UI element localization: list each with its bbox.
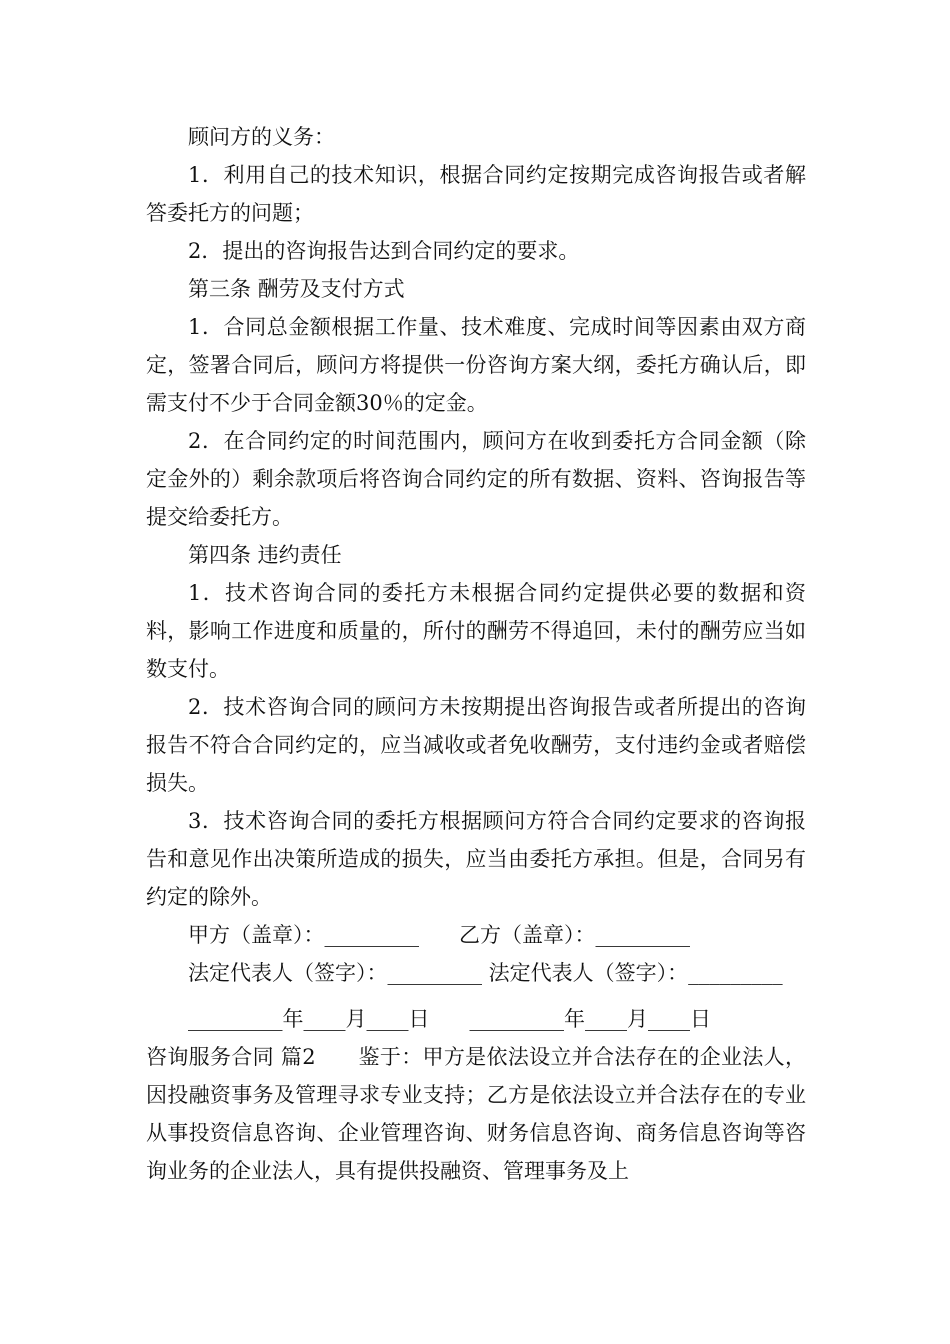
heading-article-3: 第三条 酬劳及支付方式: [188, 277, 405, 301]
paragraph-breach-2: 2．技术咨询合同的顾问方未按期提出咨询报告或者所提出的咨询报告不符合合同约定的，应当减收或者免收酬劳，支付违约金或者赔偿损失。: [146, 695, 806, 795]
spacer: [146, 992, 806, 1000]
paragraph-contract-2-intro: 咨询服务合同 篇2 鉴于：甲方是依法设立并合法存在的企业法人，因投融资事务及管理寻求专业支持；乙方是依法设立并合法存在的专业从事投资信息咨询、企业管理咨询、财务信息咨询、商务信息咨询等咨询业务的企业法人，具有提供投融资、管理事务及上: [146, 1045, 806, 1183]
signature-representative-line: 法定代表人（签字）：_________ 法定代表人（签字）：_________: [188, 961, 783, 985]
paragraph-duty-2: 2．提出的咨询报告达到合同约定的要求。: [188, 239, 580, 263]
paragraph-breach-3: 3．技术咨询合同的委托方根据顾问方符合合同约定要求的咨询报告和意见作出决策所造成的损失，应当由委托方承担。但是，合同另有约定的除外。: [146, 809, 806, 909]
paragraph-duty-1: 1．利用自己的技术知识，根据合同约定按期完成咨询报告或者解答委托方的问题；: [146, 163, 806, 225]
heading-article-4: 第四条 违约责任: [188, 543, 342, 567]
document-body: [146, 118, 806, 1190]
signature-date-line: _________年____月____日 _________年____月____日: [188, 1007, 712, 1031]
signature-seal-line: 甲方（盖章）：_________ 乙方（盖章）：_________: [188, 923, 691, 947]
paragraph-payment-2: 2．在合同约定的时间范围内，顾问方在收到委托方合同金额（除定金外的）剩余款项后将咨询合同约定的所有数据、资料、咨询报告等提交给委托方。: [146, 429, 806, 529]
paragraph-consultant-duties: 顾问方的义务：: [188, 125, 335, 149]
paragraph-payment-1: 1．合同总金额根据工作量、技术难度、完成时间等因素由双方商定，签署合同后，顾问方将提供一份咨询方案大纲，委托方确认后，即需支付不少于合同金额30％的定金。: [146, 315, 806, 415]
paragraph-breach-1: 1．技术咨询合同的委托方未根据合同约定提供必要的数据和资料，影响工作进度和质量的，所付的酬劳不得追回，未付的酬劳应当如数支付。: [146, 581, 806, 681]
